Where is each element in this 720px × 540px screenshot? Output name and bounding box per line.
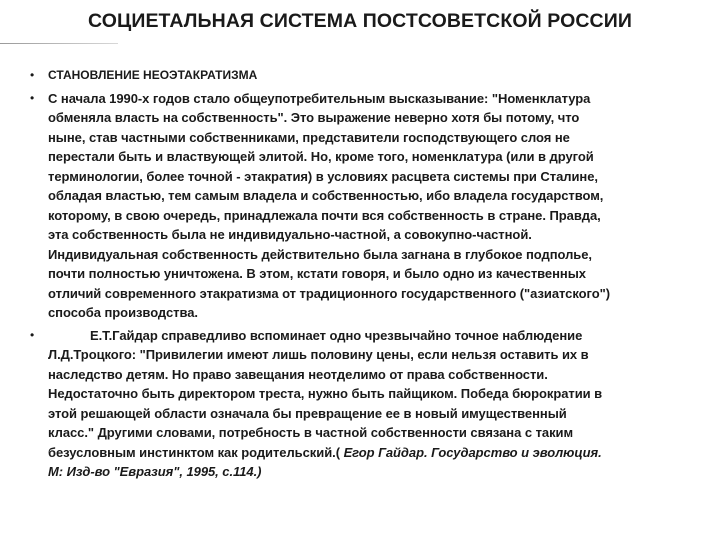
quote-text: Е.Т.Гайдар справедливо вспоминает одно чрезвычайно точное наблюдение Л.Д.Троцкого: "Привилегии имеют лишь половину цены, если нельзя оставить их в наследство детям. Но право завещания неотделимо от права собственности. Недостаточно быть директором треста, нужно быть пайщиком. Победа бюрократии в этой решающей области означала бы превращение ее в новый имущественный класс." Другими словами, потребность в частной собственности связана с таким безусловным инстинктом как родительский.(	[48, 327, 603, 460]
list-item-text: С начала 1990-х годов стало общеупотребительным высказывание: "Номенклатура обменяла власть на собственность". Это выражение неверно хотя бы потому, что ныне, став частными собственниками, представители господствующего слоя не перестали быть и властвующей элитой. Но, кроме того, номенклатура (или в другой терминологии, более точной - этакратия) в условиях расцвета системы при Сталине, обладая властью, тем самым владела и собственностью, ибо владела государством, которому, в свою очередь, принадлежала почти вся собственность в стране. Правда, эта собственность была не индивидуально-частной, а совокупно-частной. Индивидуальная собственность действительно была загнана в глубокое подполье, почти полностью уничтожена. В этом, кстати говоря, и было одно из качественных отличий современного этакратизма от традиционного государственного ("азиатского") способа производства.	[48, 90, 611, 320]
bullet-icon: •	[30, 68, 35, 82]
title-divider	[0, 43, 118, 44]
list-item-text: СТАНОВЛЕНИЕ НЕОЭТАКРАТИЗМА	[48, 68, 258, 82]
list-item	[26, 66, 706, 86]
list-item	[26, 326, 706, 482]
list-item	[26, 89, 706, 323]
bullet-list	[26, 66, 706, 485]
bullet-icon: •	[30, 327, 35, 342]
list-item-text	[48, 326, 706, 482]
slide-title: СОЦИЕТАЛЬНАЯ СИСТЕМА ПОСТСОВЕТСКОЙ РОССИИ	[88, 10, 632, 32]
citation-reference: Егор Гайдар. Государство и эволюция. М: Изд-во "Евразия", 1995, с.114.)	[48, 444, 602, 479]
bullet-icon: •	[30, 90, 35, 105]
